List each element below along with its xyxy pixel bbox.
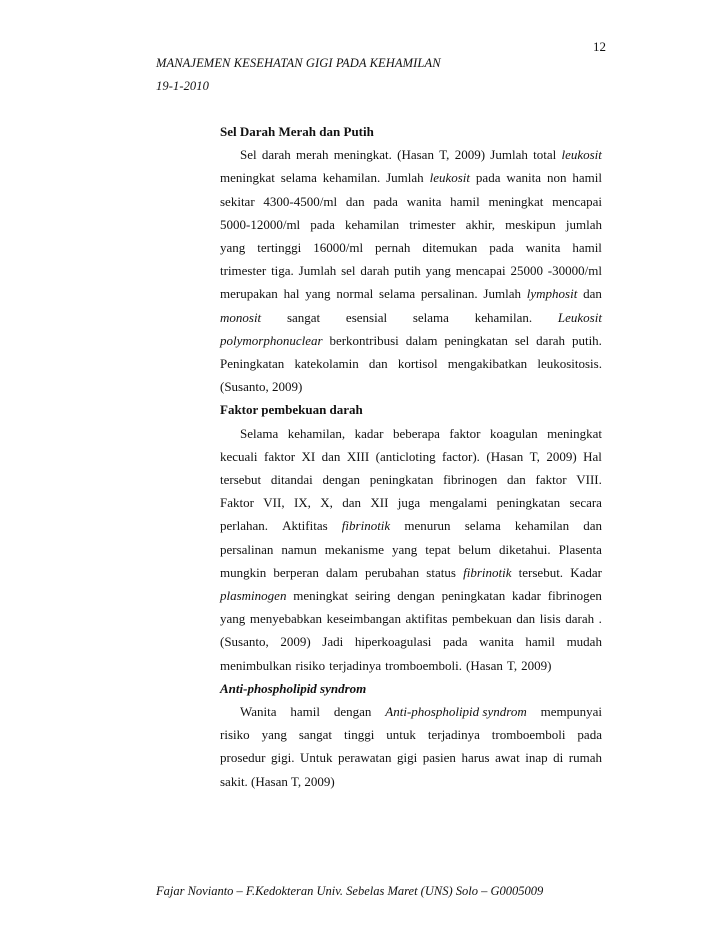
italic-term: fibrinotik [463,564,512,580]
word: kehamilan [344,216,400,232]
word: 2009) [454,147,486,163]
word: yang [391,541,418,557]
word: hamil [450,193,480,209]
word: sel [514,332,530,348]
word: (Susanto, 2009) [220,379,303,395]
text-line [220,746,602,769]
text-line [220,306,602,329]
word: meskipun [505,216,556,232]
word: kehamilan. [322,170,381,186]
word: darah [565,611,595,627]
word: tiga. [271,263,294,279]
word: factor). [442,448,480,464]
word: status [426,564,456,580]
word: mencapai [455,263,506,279]
word: aktifitas [405,611,448,627]
word: leukositosis. [537,356,602,372]
word: trimester [409,216,456,232]
word: tinggi [343,727,375,743]
text-line [220,190,602,213]
word: 2009) [280,634,311,650]
word: kecuali [220,448,258,464]
word: mempunyai [540,704,602,720]
italic-term: leukosit [561,147,602,163]
word: perawatan [338,750,392,766]
word: sangat [286,309,321,325]
word: beberapa [393,425,440,441]
body-text [220,120,602,793]
word: total [533,147,557,163]
word: (Hasan [397,147,434,163]
word: X, [320,495,333,511]
word: pada [489,240,514,256]
word: fibrinogen [547,588,602,604]
word: pada [310,216,335,232]
word: (Hasan [486,448,524,464]
word: 16000/ml [313,240,364,256]
word: Jadi [322,634,344,650]
word: meningkat. [333,147,392,163]
word: inap [525,750,548,766]
word: sakit. (Hasan T, 2009) [220,773,335,789]
word: hiperkoagulasi [354,634,432,650]
word: pasien [422,750,456,766]
page-number: 12 [593,39,606,54]
word: keseimbangan [326,611,401,627]
word: hal [283,286,300,302]
word: (Hasan [466,657,503,673]
word: sekitar [220,193,255,209]
word: darah [360,263,390,279]
word: Jumlah [298,263,337,279]
word: dengan [333,704,372,720]
word: dengan [397,588,435,604]
word: berkontribusi [329,332,399,348]
section-heading: Anti-phospholipid syndrom [220,680,367,696]
word: Aktifitas [282,518,328,534]
word: persalinan [220,541,274,557]
word: wanita [525,240,561,256]
word: yang [305,286,331,302]
text-line [220,422,602,445]
word: yang [220,240,246,256]
word: pada [475,170,501,186]
word: hamil [572,240,602,256]
word: 25000 [510,263,543,279]
word: darah [261,147,291,163]
word: jumlah [565,216,602,232]
text-line [220,282,602,305]
word: harus [461,750,490,766]
word: diketahui. [498,541,551,557]
word: meningkat [220,170,275,186]
italic-term: Leukosit [557,309,602,325]
word: (anticloting [375,448,436,464]
word: peningkatan [496,495,561,511]
word: secara [569,495,602,511]
word: perubahan [364,564,420,580]
word: tromboemboli [491,727,566,743]
word: mudah [566,634,602,650]
word: Jumlah [490,147,528,163]
word: Peningkatan [220,356,285,372]
text-line [220,770,602,793]
word: Jumlah [386,170,424,186]
word: faktor [263,448,296,464]
word: peningkatan [444,332,508,348]
word: selama [280,170,317,186]
word: VIII. [576,472,602,488]
word: yang [261,727,287,743]
word: peningkatan [441,588,506,604]
word: ditandai [270,472,313,488]
text-line [220,700,602,723]
word: lisis [539,611,561,627]
text-line [220,375,602,398]
word: katekolamin [294,356,359,372]
word: 4300-4500/ml [263,193,338,209]
text-line [220,630,602,653]
word: yang [425,263,451,279]
word: tersebut [220,472,262,488]
word: berperan [273,564,319,580]
text-line [220,654,602,677]
word: dalam [326,564,358,580]
word: T, [439,147,450,163]
word: normal [336,286,374,302]
word: gigi [396,750,418,766]
word: 5000-12000/ml [220,216,301,232]
word: darah [536,332,566,348]
section-heading: Faktor pembekuan darah [220,402,363,418]
word: meningkat [293,588,349,604]
word: perlahan. [220,518,269,534]
word: esensial [345,309,388,325]
word: dan [321,448,341,464]
word: akhir, [465,216,496,232]
word: menimbulkan [220,657,292,673]
word: terjadinya [427,727,480,743]
word: seiring [355,588,391,604]
word: selama [464,518,501,534]
word: putih [394,263,421,279]
word: wanita [479,634,514,650]
word: pada [373,193,398,209]
text-line [220,514,602,537]
word: IX, [293,495,311,511]
text-line [220,607,602,630]
word: pembekuan [451,611,512,627]
word: . [598,611,602,627]
word: dan [342,495,362,511]
text-line [220,352,602,375]
word: rumah [568,750,602,766]
text-line [220,166,602,189]
word: belum [458,541,491,557]
text-line [220,445,602,468]
word: putih. [571,332,602,348]
word: pernah [375,240,411,256]
word: XII [370,495,389,511]
word: Wanita [240,704,277,720]
word: hamil [572,170,602,186]
word: Untuk [300,750,333,766]
italic-term: leukosit [429,170,471,186]
italic-term: Anti-phospholipid syndrom [385,704,527,720]
word: selama [412,309,449,325]
word: kehamilan, [287,425,346,441]
text-line [220,213,602,236]
word: T, [506,657,518,673]
word: dan [368,356,388,372]
word: dalam [405,332,438,348]
word: persalinan. [420,286,478,302]
document-title: MANAJEMEN KESEHATAN GIGI PADA KEHAMILAN [156,56,441,70]
word: kehamilan [514,518,570,534]
word: mekanisme [324,541,384,557]
text-line [220,329,602,352]
word: peningkatan [369,472,434,488]
page-footer: Fajar Novianto – F.Kedokteran Univ. Sebelas Maret (UNS) Solo – G0005009 [156,884,544,898]
word: dan [516,611,536,627]
word: mengalami [429,495,488,511]
word: mengakibatkan [447,356,528,372]
word: terjadinya [329,657,382,673]
word: fibrinogen [443,472,498,488]
text-line [220,561,602,584]
word: wanita [406,193,442,209]
word: tepat [425,541,451,557]
word: tersebut. [518,564,564,580]
italic-term: plasminogen [220,588,287,604]
word: koagulan [489,425,538,441]
text-line [220,143,602,166]
word: faktor [535,472,567,488]
word: (Susanto, [220,634,269,650]
word: Kadar [570,564,602,580]
word: wanita [506,170,542,186]
word: pada [577,727,602,743]
word: 2009) [521,657,552,673]
word: prosedur [220,750,266,766]
word: untuk [386,727,416,743]
word: T, [529,448,540,464]
text-line [220,584,602,607]
word: selama [379,286,416,302]
document-date: 19-1-2010 [156,79,209,93]
word: Plasenta [558,541,602,557]
word: dan [345,193,365,209]
word: merah [296,147,329,163]
word: yang [220,611,246,627]
word: meningkat [488,193,544,209]
word: menurun [404,518,451,534]
word: risiko [295,657,326,673]
word: XIII [346,448,370,464]
word: dengan [322,472,361,488]
word: hamil [290,704,320,720]
word: dan [583,518,602,534]
word: Faktor [220,495,254,511]
word: dan [583,286,602,302]
word: kadar [354,425,384,441]
word: meningkat [547,425,602,441]
word: sel [341,263,356,279]
text-line [220,259,602,282]
word: Jumlah [483,286,521,302]
word: ditemukan [422,240,478,256]
word: pada [442,634,468,650]
word: hamil [525,634,555,650]
section-heading: Sel Darah Merah dan Putih [220,124,374,139]
italic-term: fibrinotik [341,518,391,534]
word: Sel [240,147,257,163]
word: tromboemboli. [385,657,463,673]
word: VII, [263,495,285,511]
word: kehamilan. [474,309,533,325]
word: faktor [449,425,481,441]
word: dan [506,472,526,488]
italic-term: lymphosit [526,286,578,302]
word: trimester [220,263,267,279]
word: tertinggi [257,240,302,256]
word: non [546,170,567,186]
word: juga [397,495,421,511]
text-line [220,236,602,259]
text-line [220,723,602,746]
word: kadar [512,588,541,604]
text-line [220,468,602,491]
word: kortisol [397,356,438,372]
text-line [220,538,602,561]
text-line [220,491,602,514]
word: namun [281,541,317,557]
word: 2009) [546,448,577,464]
word: Selama [240,425,279,441]
italic-term: monosit [220,309,262,325]
word: -30000/ml [547,263,602,279]
word: gigi. [271,750,295,766]
italic-term: polymorphonuclear [220,332,323,348]
word: mungkin [220,564,267,580]
word: risiko [220,727,250,743]
word: XI [301,448,316,464]
word: di [553,750,564,766]
word: menyebabkan [249,611,323,627]
word: merupakan [220,286,278,302]
word: awat [495,750,520,766]
word: Hal [583,448,602,464]
word: mencapai [552,193,602,209]
word: sangat [298,727,333,743]
